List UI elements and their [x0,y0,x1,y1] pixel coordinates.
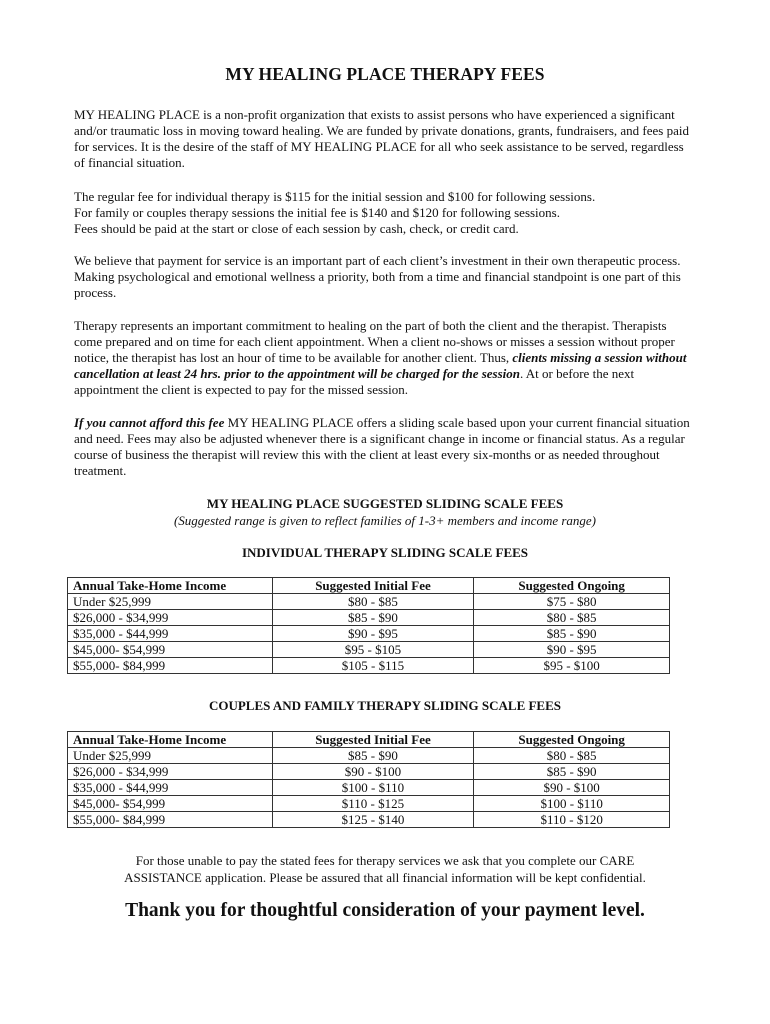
column-header-initial: Suggested Initial Fee [272,578,474,594]
thank-you-message: Thank you for thoughtful consideration of your payment level. [125,900,645,921]
initial-fee-cell: $85 - $90 [272,748,474,764]
ongoing-fee-cell: $75 - $80 [474,594,670,610]
missed-session-text: Therapy represents an important commitment to healing on the part of both the client and the therapist. Therapists come prepared and on time for each client appointment. When a client no-shows or misses a session without proper notice, the therapist has lost an hour of time to be available for another client. Thus, [74,318,675,365]
initial-fee-cell: $110 - $125 [272,796,474,812]
ongoing-fee-cell: $90 - $100 [474,780,670,796]
table-row [68,796,670,812]
table-row [68,812,670,828]
ongoing-fee-cell: $85 - $90 [474,626,670,642]
table-header-row [68,578,670,594]
initial-fee-cell: $80 - $85 [272,594,474,610]
ongoing-fee-cell: $110 - $120 [474,812,670,828]
initial-fee-cell: $95 - $105 [272,642,474,658]
ongoing-fee-cell: $80 - $85 [474,610,670,626]
income-cell: $45,000- $54,999 [68,796,273,812]
table-row [68,642,670,658]
sliding-scale-heading: MY HEALING PLACE SUGGESTED SLIDING SCALE FEES [206,496,564,511]
couples-fee-table [67,731,670,828]
column-header-income: Annual Take-Home Income [68,732,273,748]
table-row [68,764,670,780]
income-cell: $35,000 - $44,999 [68,626,273,642]
column-header-ongoing: Suggested Ongoing [474,732,670,748]
afford-fee-emphasis: If you cannot afford this fee [74,415,225,430]
income-cell: Under $25,999 [68,748,273,764]
page-title: MY HEALING PLACE THERAPY FEES [225,64,545,84]
ongoing-fee-cell: $90 - $95 [474,642,670,658]
regular-fee-line-individual: The regular fee for individual therapy is $115 for the initial session and $100 for following sessions. [74,189,596,204]
initial-fee-cell: $90 - $100 [272,764,474,780]
table-row [68,594,670,610]
ongoing-fee-cell: $80 - $85 [474,748,670,764]
income-cell: $55,000- $84,999 [68,658,273,674]
missed-session-paragraph [74,318,694,398]
initial-fee-cell: $85 - $90 [272,610,474,626]
couples-table-heading: COUPLES AND FAMILY THERAPY SLIDING SCALE FEES [208,698,562,713]
income-cell: $26,000 - $34,999 [68,764,273,780]
regular-fee-line-payment: Fees should be paid at the start or close of each session by cash, check, or credit card. [74,221,519,236]
table-row [68,658,670,674]
sliding-scale-text: MY HEALING PLACE offers a sliding scale based upon your current financial situation and need. Fees may also be adjusted whenever there is a significant change in income or financial status. As a regular course of business the therapist will review this with the client at least every six-months or as needed throughout treatment. [74,415,690,478]
table-header-row [68,732,670,748]
intro-paragraph: MY HEALING PLACE is a non-profit organization that exists to assist persons who have experienced a significant and/or traumatic loss in moving toward healing. We are funded by private donations, grants, fundraisers, and fees paid for services. It is the desire of the staff of MY HEALING PLACE for all who seek assistance to be served, regardless of financial situation. [74,107,689,170]
initial-fee-cell: $125 - $140 [272,812,474,828]
table-row [68,610,670,626]
income-cell: $45,000- $54,999 [68,642,273,658]
sliding-scale-subheading: (Suggested range is given to reflect families of 1-3+ members and income range) [173,513,597,528]
sliding-scale-paragraph [74,415,694,479]
initial-fee-cell: $90 - $95 [272,626,474,642]
care-assistance-line-2: ASSISTANCE application. Please be assured that all financial information will be kept confidential. [124,870,646,885]
ongoing-fee-cell: $100 - $110 [474,796,670,812]
regular-fee-paragraph [74,189,694,237]
income-cell: $26,000 - $34,999 [68,610,273,626]
individual-fee-table [67,577,670,674]
table-row [68,748,670,764]
column-header-ongoing: Suggested Ongoing [474,578,670,594]
column-header-income: Annual Take-Home Income [68,578,273,594]
missed-session-policy: clients missing a session without cancellation at least 24 hrs. prior to the appointment will be charged for the session [74,350,687,381]
income-cell: $55,000- $84,999 [68,812,273,828]
table-row [68,780,670,796]
initial-fee-cell: $105 - $115 [272,658,474,674]
ongoing-fee-cell: $85 - $90 [474,764,670,780]
regular-fee-line-family: For family or couples therapy sessions the initial fee is $140 and $120 for following sessions. [74,205,560,220]
missed-session-text-end: . At or before the next appointment the client is expected to pay for the missed session. [74,366,635,397]
ongoing-fee-cell: $95 - $100 [474,658,670,674]
income-cell: Under $25,999 [68,594,273,610]
income-cell: $35,000 - $44,999 [68,780,273,796]
column-header-initial: Suggested Initial Fee [272,732,474,748]
table-row [68,626,670,642]
individual-table-heading: INDIVIDUAL THERAPY SLIDING SCALE FEES [241,545,529,560]
care-assistance-note [0,852,770,886]
care-assistance-line-1: For those unable to pay the stated fees for therapy services we ask that you complete our CARE [135,853,635,868]
payment-belief-paragraph: We believe that payment for service is an important part of each client’s investment in their own therapeutic process. Making psychological and emotional wellness a priority, both from a time and financial standpoint is one part of this process. [74,253,681,300]
initial-fee-cell: $100 - $110 [272,780,474,796]
